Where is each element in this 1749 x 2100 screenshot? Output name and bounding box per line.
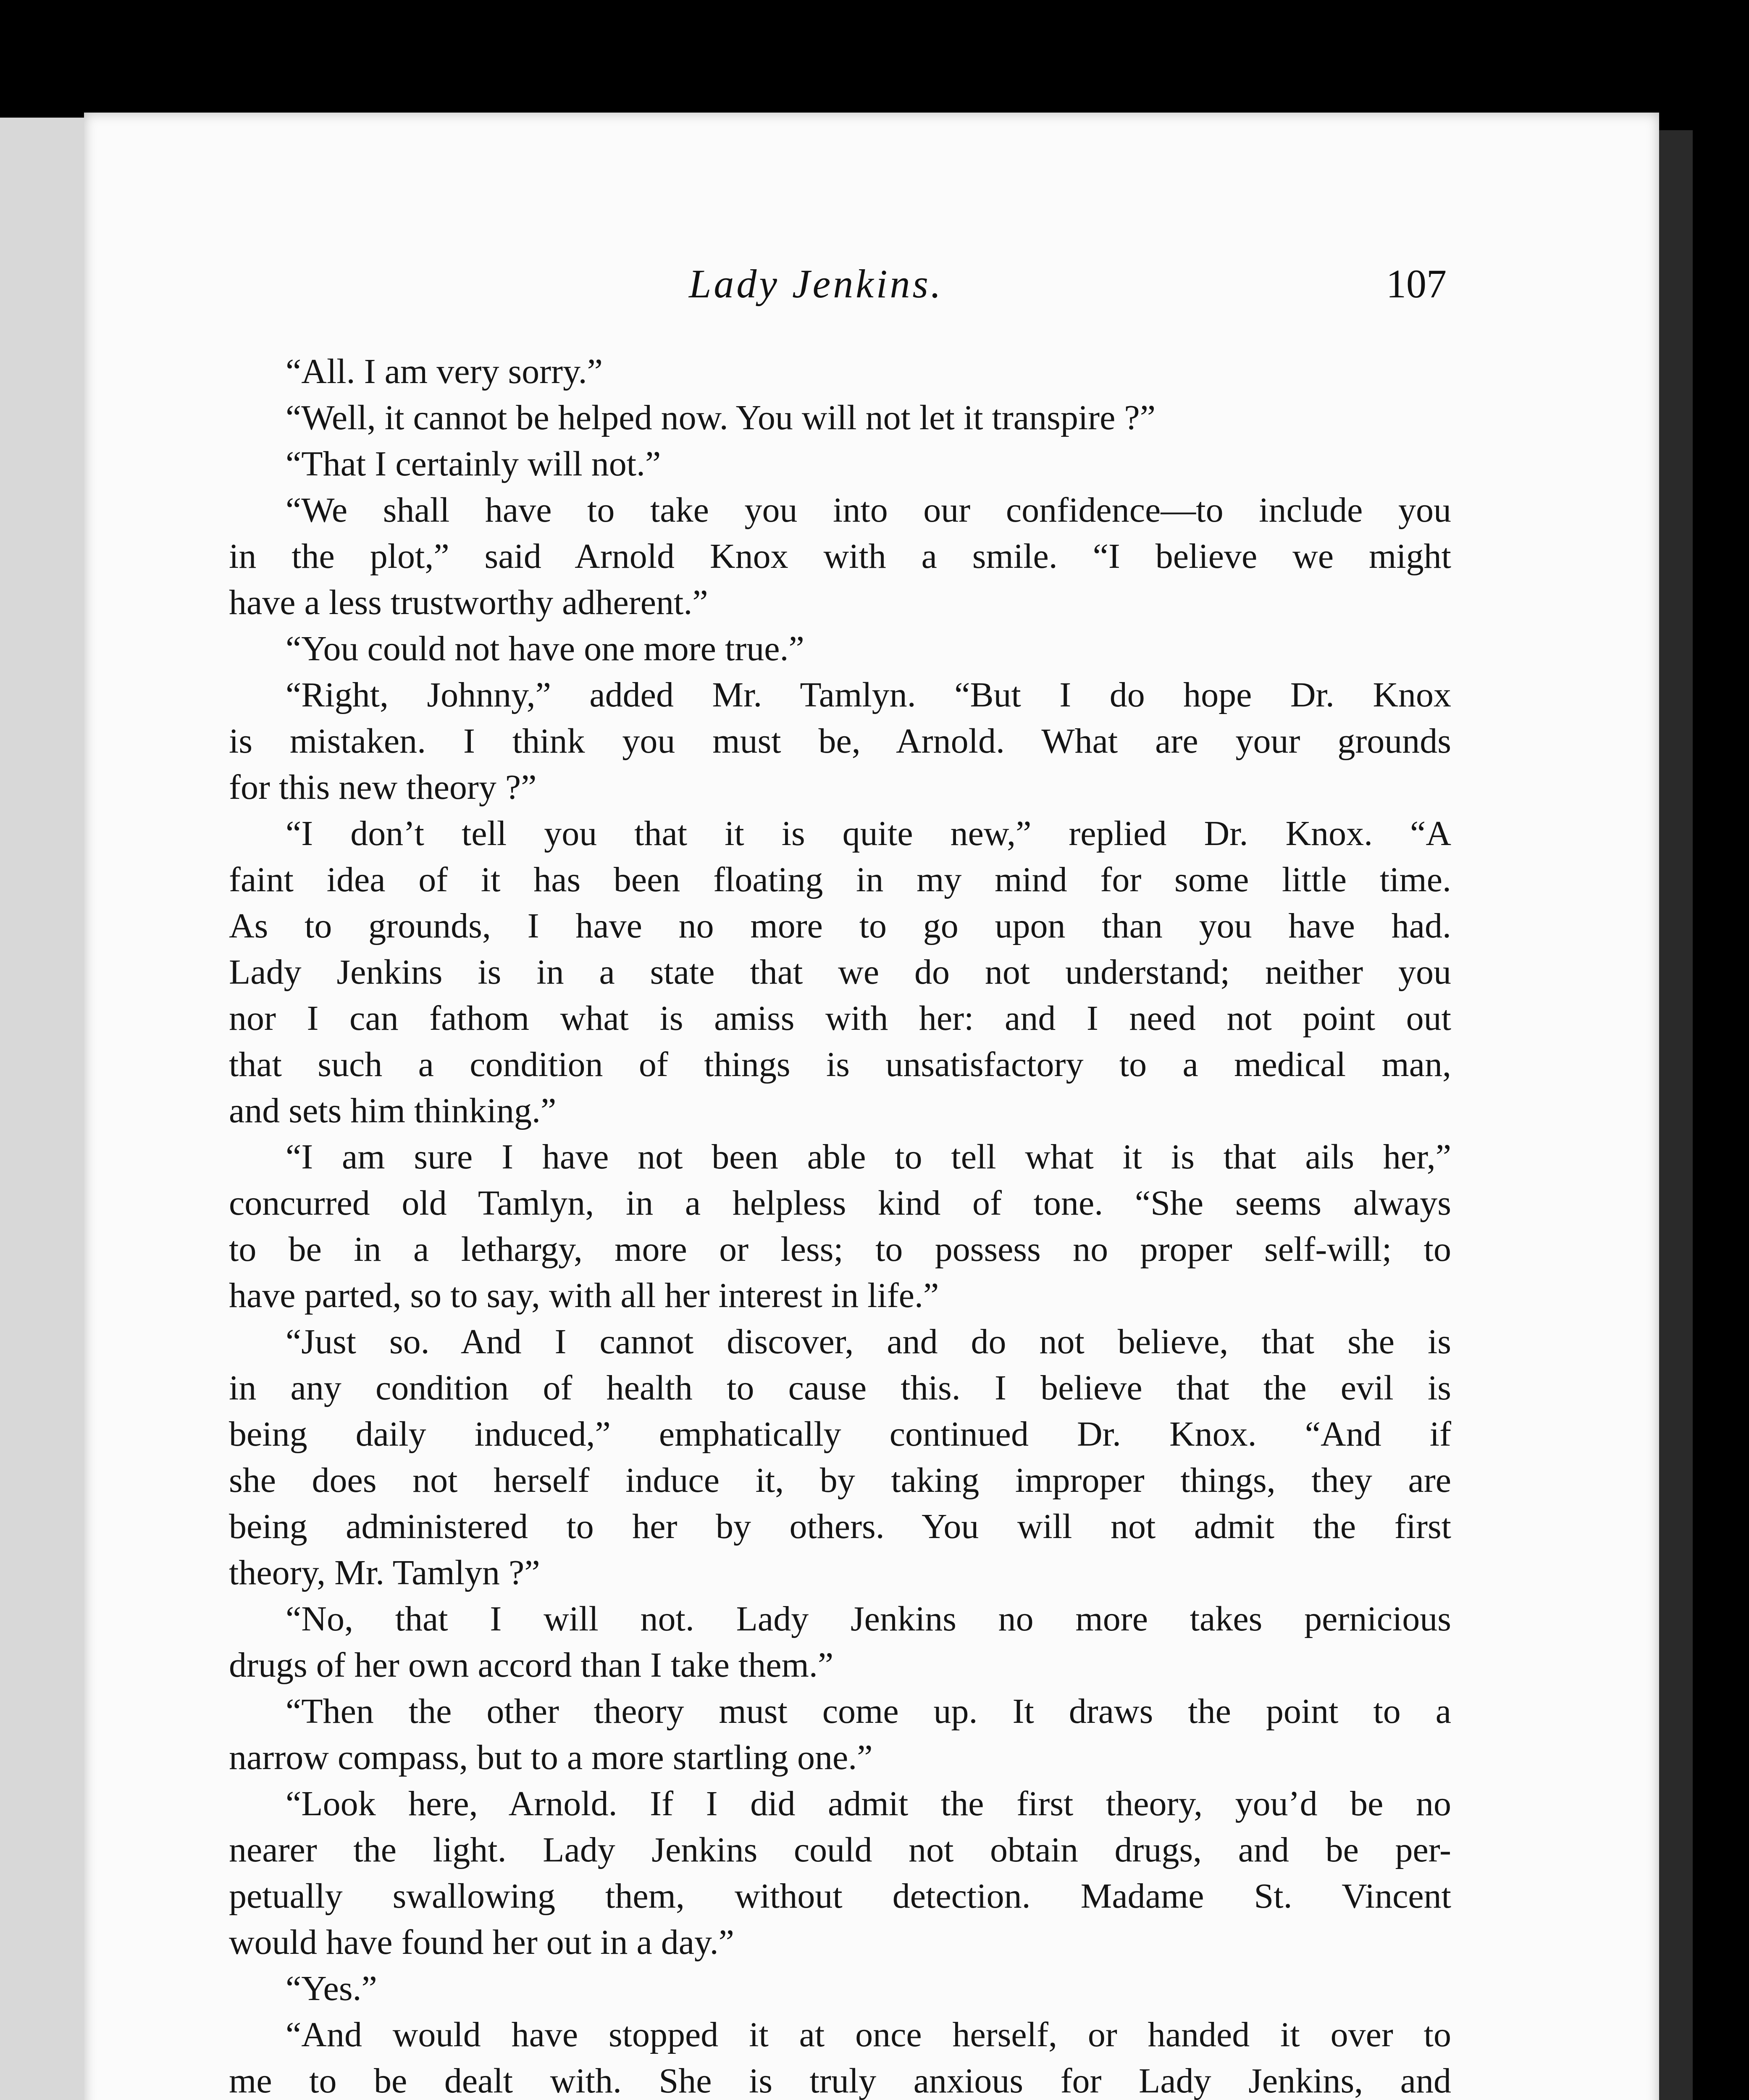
- body-text: [229, 349, 1451, 2100]
- text-line: in any condition of health to cause this. I believe that the evil is: [229, 1368, 1451, 1407]
- running-title: Lady Jenkins.: [689, 261, 943, 306]
- text-line: “Right, Johnny,” added Mr. Tamlyn. “But I do hope Dr. Knox: [286, 675, 1451, 714]
- text-line: “Look here, Arnold. If I did admit the first theory, you’d be no: [286, 1784, 1451, 1823]
- text-line: would have found her out in a day.”: [229, 1923, 734, 1962]
- text-line: “Well, it cannot be helped now. You will not let it transpire ?”: [286, 398, 1156, 437]
- text-line: to be in a lethargy, more or less; to possess no proper self-will; to: [229, 1230, 1451, 1269]
- text-line: “That I certainly will not.”: [286, 444, 661, 483]
- text-line: “Then the other theory must come up. It draws the point to a: [286, 1692, 1451, 1731]
- text-line: theory, Mr. Tamlyn ?”: [229, 1553, 540, 1592]
- book-spine-shadow: [1659, 130, 1693, 2100]
- text-line: petually swallowing them, without detection. Madame St. Vincent: [229, 1877, 1451, 1916]
- text-line: “I don’t tell you that it is quite new,” replied Dr. Knox. “A: [286, 814, 1451, 853]
- text-line: narrow compass, but to a more startling one.”: [229, 1738, 873, 1777]
- text-line: have parted, so to say, with all her interest in life.”: [229, 1276, 939, 1315]
- text-line: “Just so. And I cannot discover, and do not believe, that she is: [286, 1322, 1451, 1361]
- text-line: nearer the light. Lady Jenkins could not obtain drugs, and be per-: [229, 1830, 1451, 1869]
- text-line: being daily induced,” emphatically continued Dr. Knox. “And if: [229, 1415, 1451, 1454]
- text-line: and sets him thinking.”: [229, 1091, 557, 1130]
- page-number: 107: [1386, 261, 1447, 306]
- text-line: have a less trustworthy adherent.”: [229, 583, 708, 622]
- text-line: “Yes.”: [286, 1969, 377, 2008]
- text-line: for this new theory ?”: [229, 768, 537, 807]
- text-line: As to grounds, I have no more to go upon than you have had.: [229, 906, 1451, 945]
- text-line: “I am sure I have not been able to tell what it is that ails her,”: [286, 1137, 1451, 1176]
- text-line: “And would have stopped it at once herself, or handed it over to: [286, 2015, 1451, 2054]
- text-line: drugs of her own accord than I take them.”: [229, 1646, 834, 1685]
- text-line: concurred old Tamlyn, in a helpless kind of tone. “She seems always: [229, 1184, 1451, 1223]
- text-line: “No, that I will not. Lady Jenkins no more takes pernicious: [286, 1599, 1451, 1638]
- text-line: “You could not have one more true.”: [286, 629, 804, 668]
- text-line: she does not herself induce it, by taking improper things, they are: [229, 1461, 1451, 1500]
- text-line: that such a condition of things is unsatisfactory to a medical man,: [229, 1045, 1451, 1084]
- text-line: me to be dealt with. She is truly anxious for Lady Jenkins, and: [229, 2061, 1451, 2100]
- text-line: faint idea of it has been floating in my mind for some little time.: [229, 860, 1451, 899]
- text-line: being administered to her by others. You will not admit the first: [229, 1507, 1451, 1546]
- text-line: “All. I am very sorry.”: [286, 352, 603, 391]
- text-line: is mistaken. I think you must be, Arnold. What are your grounds: [229, 722, 1451, 761]
- previous-page-edge: [0, 118, 87, 2100]
- text-line: in the plot,” said Arnold Knox with a smile. “I believe we might: [229, 537, 1451, 576]
- text-line: “We shall have to take you into our confidence—to include you: [286, 491, 1451, 530]
- text-line: Lady Jenkins is in a state that we do not understand; neither you: [229, 953, 1451, 992]
- text-line: nor I can fathom what is amiss with her: and I need not point out: [229, 999, 1451, 1038]
